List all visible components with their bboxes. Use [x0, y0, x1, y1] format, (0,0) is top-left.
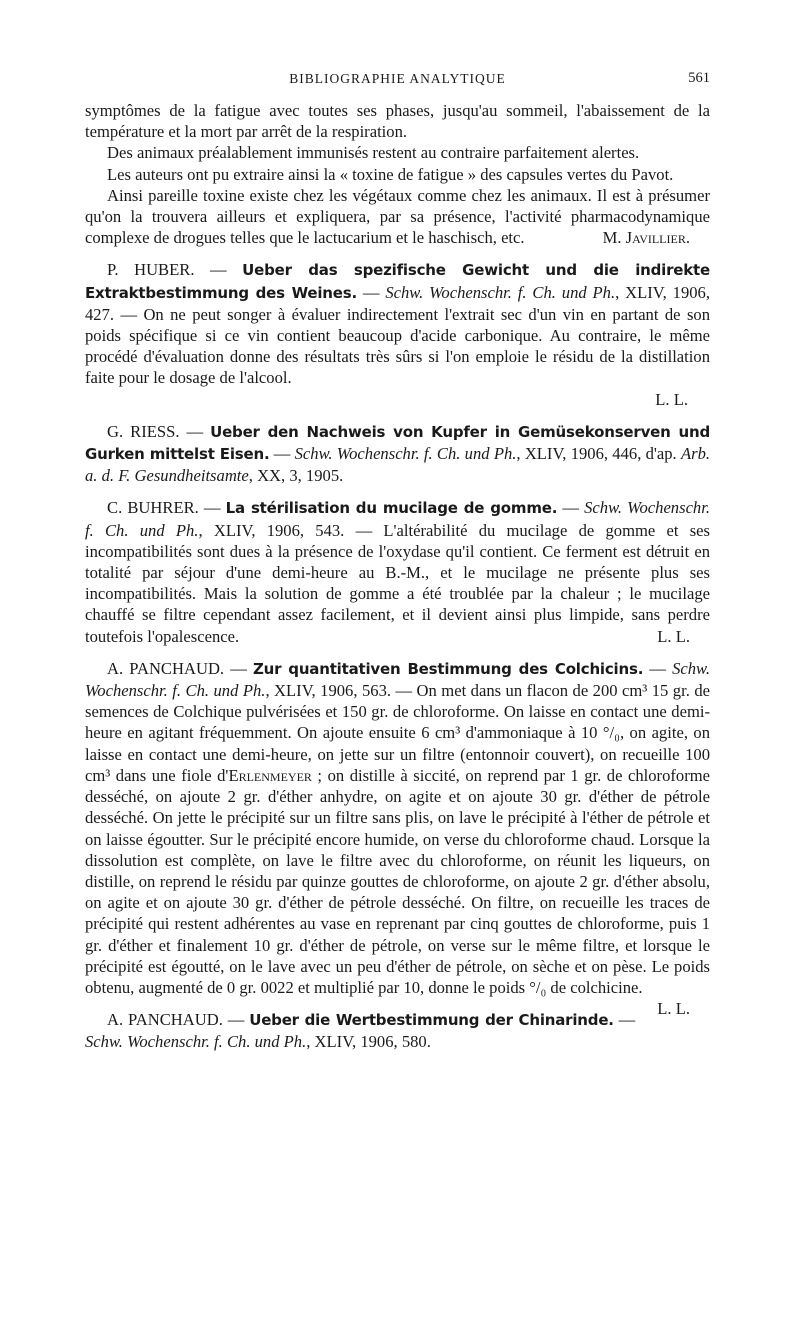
separator: —	[643, 658, 673, 678]
entry-author: A. PANCHAUD. —	[107, 658, 253, 678]
entry-small-caps: Erlenmeyer	[228, 765, 312, 785]
entry-body: — L'altérabilité du mucilage de gomme et ses incompatibilités sont dues à la présence de l'oxydase qu'il contient. Ce ferment est détruit en totalité par séjour d'une demi-heure au B.-M., et le mucilage ne présente plus ses incompatibilités. Mais la solution de gomme a été troublée par la chaleur ; le mucilage chauffé se filtre cependant assez facilement, et il devient ainsi plus limpide, sans perdre toutefois l'opalescence.	[85, 520, 710, 646]
entry-journal: Schw. Wochenschr. f. Ch. und Ph.	[385, 282, 616, 302]
signature: L. L.	[657, 626, 690, 646]
entry-journal-2: Arb. a. d. F. Gesundheitsamte	[85, 444, 711, 486]
entry-title: Ueber die Wertbestimmung der Chinarinde.	[249, 1011, 614, 1030]
running-header	[85, 68, 710, 94]
entry-journal: Schw. Wochenschr. f. Ch. und Ph.	[294, 444, 517, 464]
entry-panchaud-colchicins	[85, 658, 711, 1019]
entry-body: — On ne peut songer à évaluer indirectement l'extrait sec d'un vin en partant de son poids spécifique si ce vin contient beaucoup d'acide carbonique. Au contraire, le même procédé d'évaluation donne des résultats très sûrs si l'on emploie le résidu de la distillation faite pour le dosage de l'alcool.	[85, 304, 710, 388]
entry-panchaud-chinarinde	[85, 1009, 710, 1052]
intro-paragraph-3: Les auteurs ont pu extraire ainsi la « toxine de fatigue » des capsules vertes du Pavot.	[107, 164, 674, 184]
separator: —	[613, 1010, 636, 1030]
running-title: BIBLIOGRAPHIE ANALYTIQUE	[289, 71, 506, 86]
entry-title: Ueber das spezifische Gewicht und die indirekte Extraktbestimmung des Weines.	[85, 261, 710, 302]
entry-text	[85, 259, 710, 388]
entry-title: La stérilisation du mucilage de gomme.	[225, 499, 558, 518]
intro-paragraph-2: Des animaux préalablement immunisés restent au contraire parfaitement alertes.	[107, 143, 640, 163]
entry-title: Ueber den Nachweis von Kupfer in Gemüsekonserven und Gurken mittelst Eisen.	[85, 422, 710, 464]
entry-body-a: — On met dans un flacon de 200 cm³ 15 gr. de semences de Colchique pulvérisées et 150 gr. de chloroforme. On laisse en contact une demi-heure en agitant fréquemment. On ajoute ensuite 6 cm³ d'ammoniaque à 10 °/₀, on agite, on laisse en contact une demi-heure, on jette sur un filtre (entonnoir couvert), on recueille 100 cm³ dans une fiole d'	[85, 681, 710, 785]
signature: M. Javillier.	[602, 228, 690, 248]
separator: —	[356, 282, 386, 302]
entry-text	[85, 497, 710, 646]
entry-author: P. HUBER. —	[107, 260, 243, 280]
entry-text	[85, 658, 711, 1019]
page-number: 561	[688, 70, 710, 86]
entry-text	[85, 421, 710, 487]
signature: L. L.	[657, 999, 690, 1019]
entry-citation: , XLIV, 1906, 563.	[265, 681, 392, 701]
entry-citation: , XLIV, 1906, 446, d'ap.	[516, 444, 681, 464]
entry-text	[85, 1009, 710, 1052]
separator: —	[557, 498, 585, 518]
entry-riess	[85, 421, 710, 487]
entry-journal: Schw. Wochenschr. f. Ch. und Ph.	[85, 658, 711, 701]
intro-paragraph-4	[85, 185, 710, 249]
entry-huber	[85, 259, 710, 409]
entry-buhrer	[85, 497, 710, 646]
entry-title: Zur quantitativen Bestimmung des Colchicins.	[252, 659, 644, 678]
entry-journal: Schw. Wochenschr. f. Ch. und Ph.	[85, 498, 710, 540]
entry-author: C. BUHRER. —	[107, 498, 226, 518]
entry-journal: Schw. Wochenschr. f. Ch. und Ph.	[85, 1032, 307, 1052]
entry-author: G. RIESS. —	[107, 421, 211, 441]
entry-author: A. PANCHAUD. —	[107, 1010, 250, 1030]
entry-citation-2: , XX, 3, 1905.	[248, 466, 344, 486]
intro-paragraph-4-text: Ainsi pareille toxine existe chez les végétaux comme chez les animaux. Il est à présumer qu'on la trouvera ailleurs et expliquera, par sa présence, l'activité pharmacodynamique complexe de drogues telles que le lactucarium et le haschisch, etc.	[85, 185, 710, 248]
signature: L. L.	[655, 389, 688, 409]
entry-citation: , XLIV, 1906, 580.	[306, 1032, 431, 1052]
intro-paragraph-1: symptômes de la fatigue avec toutes ses phases, jusqu'au sommeil, l'abaissement de la température et la mort par arrêt de la respiration.	[85, 101, 710, 142]
separator: —	[269, 444, 295, 464]
document-page	[85, 68, 710, 1053]
entry-body-b: ; on distille à siccité, on reprend par 1 gr. de chloroforme desséché, on ajoute 2 gr. d'éther anhydre, on agite et on ajoute 30 gr. d'éther de pétrole desséché. On jette le précipité sur un filtre sans plis, on lave le précipité à l'éther de pétrole et on laisse égoutter. Sur le précipité encore humide, on verse du chloroforme chaud. Lorsque la dissolution est complète, on lave le filtre avec du chloroforme, on réunit les liqueurs, on distille, on reprend le résidu par quinze gouttes de chloroforme, on ajoute 2 gr. d'éther absolu, on agite et on ajoute 30 gr. d'éther de pétrole desséché. On filtre, on recueille les traces de précipité qui restent adhérentes au vase en reprenant par cinq gouttes de chloroforme, puis 1 gr. d'éther et finalement 10 gr. d'éther de pétrole, on verse sur le même filtre, et lorsque le précipité est égoutté, on le lave avec un peu d'éther de pétrole, on sèche et on pèse. Le poids obtenu, augmenté de 0 gr. 0022 et multiplié par 10, donne le poids °/₀ de colchicine.	[85, 765, 710, 997]
intro-section	[85, 100, 710, 248]
entry-citation: , XLIV, 1906, 427.	[85, 282, 710, 324]
entry-citation: , XLIV, 1906, 543.	[198, 520, 345, 540]
